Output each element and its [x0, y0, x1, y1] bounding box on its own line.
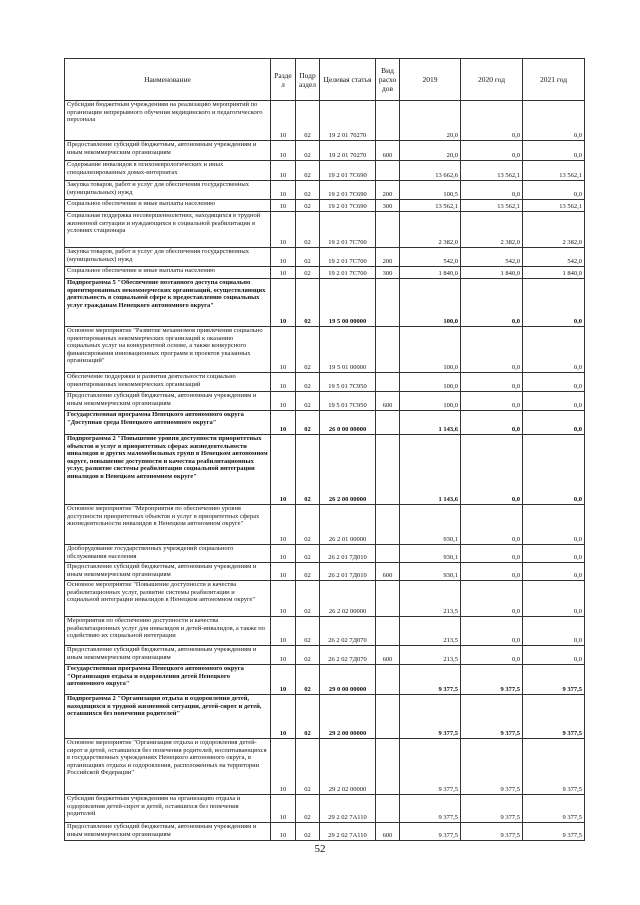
- row-value-2020: 13 562,1: [461, 161, 523, 181]
- row-subsection: 02: [296, 581, 320, 617]
- row-section: 10: [271, 101, 296, 141]
- row-value-2019: 9 377,5: [400, 795, 461, 823]
- row-expense-type: 600: [376, 646, 400, 665]
- row-section: 10: [271, 279, 296, 327]
- row-value-2020: 0,0: [461, 373, 523, 392]
- row-name: Дооборудование государственных учреждений социального обслуживания населения: [65, 545, 271, 563]
- table-header-row: [65, 59, 585, 101]
- row-value-2020: 0,0: [461, 101, 523, 141]
- row-name: Подпрограмма 2 "Повышение уровня доступности приоритетных объектов и услуг в приоритетных сферах жизнедеятельности инвалидов и других маломобильных групп в Ненецком автономном округе, повышение доступности и качества реабилитационных услуг, развитие системы реабилитации социальной интеграции инвалидов в Ненецком автономном округе": [65, 435, 271, 505]
- row-value-2019: 1 143,6: [400, 411, 461, 435]
- row-value-2021: 0,0: [523, 101, 585, 141]
- row-expense-type: [376, 695, 400, 739]
- row-target-article: 19 2 01 70270: [320, 101, 376, 141]
- row-name: Предоставление субсидий бюджетным, автономным учреждениям и иным некоммерческим организациям: [65, 646, 271, 665]
- row-value-2021: 2 382,0: [523, 212, 585, 248]
- row-name: Государственная программа Ненецкого автономного округа "Организация отдыха и оздоровления детей Ненецкого автономного округа": [65, 665, 271, 695]
- table-row: [65, 617, 585, 646]
- row-subsection: 02: [296, 545, 320, 563]
- row-expense-type: [376, 161, 400, 181]
- row-expense-type: 300: [376, 200, 400, 212]
- row-value-2019: 213,5: [400, 617, 461, 646]
- row-value-2019: 9 377,5: [400, 823, 461, 841]
- row-expense-type: [376, 373, 400, 392]
- row-target-article: 19 2 01 7С700: [320, 212, 376, 248]
- row-subsection: 02: [296, 200, 320, 212]
- row-value-2021: 542,0: [523, 248, 585, 267]
- row-value-2021: 0,0: [523, 435, 585, 505]
- row-value-2019: 1 840,0: [400, 267, 461, 279]
- row-target-article: 26 2 02 00000: [320, 581, 376, 617]
- budget-table: [64, 58, 585, 841]
- header-2020: 2020 год: [461, 59, 523, 101]
- row-value-2019: 213,5: [400, 646, 461, 665]
- row-value-2020: 0,0: [461, 646, 523, 665]
- table-row: [65, 505, 585, 545]
- row-value-2020: 2 382,0: [461, 212, 523, 248]
- table-row: [65, 212, 585, 248]
- row-expense-type: 600: [376, 141, 400, 161]
- table-body: [65, 101, 585, 841]
- table-row: [65, 181, 585, 200]
- row-target-article: 29 2 02 00000: [320, 739, 376, 795]
- row-section: 10: [271, 617, 296, 646]
- row-name: Мероприятия по обеспечению доступности и качества реабилитационных услуг для инвалидов и детей-инвалидов, а также по содействию их социальной интеграции: [65, 617, 271, 646]
- row-value-2019: 100,5: [400, 181, 461, 200]
- row-value-2020: 9 377,5: [461, 665, 523, 695]
- row-section: 10: [271, 411, 296, 435]
- row-subsection: 02: [296, 665, 320, 695]
- row-value-2021: 0,0: [523, 563, 585, 581]
- row-target-article: 26 0 00 00000: [320, 411, 376, 435]
- header-2019: 2019: [400, 59, 461, 101]
- row-value-2019: 9 377,5: [400, 695, 461, 739]
- table-row: [65, 267, 585, 279]
- row-name: Предоставление субсидий бюджетным, автономным учреждениям и иным некоммерческим организациям: [65, 563, 271, 581]
- row-section: 10: [271, 435, 296, 505]
- row-target-article: 26 2 00 00000: [320, 435, 376, 505]
- row-value-2021: 0,0: [523, 581, 585, 617]
- row-subsection: 02: [296, 161, 320, 181]
- row-name: Основное мероприятие "Повышение доступности и качества реабилитационных услуг, развитие системы реабилитации и социальной интеграции инвалидов в Ненецком автономном округе": [65, 581, 271, 617]
- row-value-2019: 100,0: [400, 327, 461, 373]
- row-section: 10: [271, 200, 296, 212]
- row-name: Предоставление субсидий бюджетным, автономным учреждениям и иным некоммерческим организациям: [65, 141, 271, 161]
- row-section: 10: [271, 795, 296, 823]
- table-row: [65, 795, 585, 823]
- row-name: Государственная программа Ненецкого автономного округа "Доступная среда Ненецкого автономного округа": [65, 411, 271, 435]
- table-row: [65, 695, 585, 739]
- row-target-article: 26 2 01 00000: [320, 505, 376, 545]
- row-value-2021: 13 562,1: [523, 161, 585, 181]
- row-value-2019: 930,1: [400, 563, 461, 581]
- row-expense-type: [376, 739, 400, 795]
- row-name: Субсидии бюджетным учреждениям на реализацию мероприятий по организации непрерывного обучения медицинского и педагогического персонала: [65, 101, 271, 141]
- row-target-article: 29 2 00 00000: [320, 695, 376, 739]
- row-value-2021: 0,0: [523, 141, 585, 161]
- row-expense-type: 600: [376, 823, 400, 841]
- row-value-2020: 0,0: [461, 545, 523, 563]
- row-section: 10: [271, 739, 296, 795]
- row-target-article: 19 2 01 7С690: [320, 181, 376, 200]
- row-expense-type: 200: [376, 181, 400, 200]
- row-expense-type: [376, 101, 400, 141]
- row-value-2019: 13 662,6: [400, 161, 461, 181]
- row-value-2019: 9 377,5: [400, 739, 461, 795]
- row-value-2020: 9 377,5: [461, 823, 523, 841]
- row-value-2020: 0,0: [461, 563, 523, 581]
- row-expense-type: [376, 795, 400, 823]
- row-section: 10: [271, 161, 296, 181]
- row-value-2021: 9 377,5: [523, 823, 585, 841]
- row-subsection: 02: [296, 141, 320, 161]
- row-value-2021: 1 840,0: [523, 267, 585, 279]
- header-target-article: Целевая статья: [320, 59, 376, 101]
- row-value-2021: 0,0: [523, 411, 585, 435]
- row-section: 10: [271, 823, 296, 841]
- row-name: Обеспечение поддержки и развития деятельности социально ориентированных некоммерческих организаций: [65, 373, 271, 392]
- row-value-2021: 0,0: [523, 545, 585, 563]
- row-value-2019: 20,0: [400, 101, 461, 141]
- row-section: 10: [271, 212, 296, 248]
- row-value-2019: 2 382,0: [400, 212, 461, 248]
- row-value-2020: 9 377,5: [461, 739, 523, 795]
- row-section: 10: [271, 267, 296, 279]
- row-subsection: 02: [296, 279, 320, 327]
- row-value-2019: 100,0: [400, 373, 461, 392]
- row-target-article: 19 2 01 7С690: [320, 161, 376, 181]
- row-expense-type: [376, 279, 400, 327]
- row-expense-type: 600: [376, 563, 400, 581]
- row-expense-type: 200: [376, 248, 400, 267]
- header-subsection: Подр аздел: [296, 59, 320, 101]
- row-target-article: 26 2 02 7Д070: [320, 617, 376, 646]
- table-row: [65, 665, 585, 695]
- row-name: Основное мероприятие "Развитие механизмов привлечения социально ориентированных некоммерческих организаций к оказанию социальных услуг на конкурентной основе, а также конкурсного финансирования инновационных программ и проектов указанных организаций": [65, 327, 271, 373]
- row-subsection: 02: [296, 327, 320, 373]
- row-subsection: 02: [296, 695, 320, 739]
- row-subsection: 02: [296, 212, 320, 248]
- row-expense-type: [376, 411, 400, 435]
- row-name: Основное мероприятие "Организация отдыха и оздоровления детей-сирот и детей, оставшихся без попечения родителей, воспитывающихся в государственных учреждениях Ненецкого автономного округа, в организациях отдыха и оздоровления, расположенных на территории Российской Федерации": [65, 739, 271, 795]
- table-row: [65, 327, 585, 373]
- row-value-2020: 1 840,0: [461, 267, 523, 279]
- row-name: Закупка товаров, работ и услуг для обеспечения государственных (муниципальных) нужд: [65, 248, 271, 267]
- row-expense-type: [376, 617, 400, 646]
- row-expense-type: [376, 545, 400, 563]
- table-row: [65, 279, 585, 327]
- header-expense-type: Вид расхо дов: [376, 59, 400, 101]
- row-name: Предоставление субсидий бюджетным, автономным учреждениям и иным некоммерческим организациям: [65, 392, 271, 411]
- row-target-article: 19 2 01 7С700: [320, 248, 376, 267]
- row-subsection: 02: [296, 563, 320, 581]
- row-value-2020: 0,0: [461, 392, 523, 411]
- row-subsection: 02: [296, 373, 320, 392]
- row-value-2021: 9 377,5: [523, 695, 585, 739]
- row-section: 10: [271, 373, 296, 392]
- row-expense-type: 300: [376, 267, 400, 279]
- row-target-article: 26 2 02 7Д070: [320, 646, 376, 665]
- row-value-2019: 20,0: [400, 141, 461, 161]
- row-expense-type: [376, 665, 400, 695]
- row-target-article: 29 0 00 00000: [320, 665, 376, 695]
- row-section: 10: [271, 665, 296, 695]
- row-expense-type: 600: [376, 392, 400, 411]
- header-2021: 2021 год: [523, 59, 585, 101]
- row-section: 10: [271, 392, 296, 411]
- row-value-2020: 9 377,5: [461, 695, 523, 739]
- page-number: 52: [314, 843, 326, 855]
- row-section: 10: [271, 563, 296, 581]
- row-expense-type: [376, 505, 400, 545]
- row-value-2020: 0,0: [461, 181, 523, 200]
- row-value-2021: 0,0: [523, 505, 585, 545]
- table-row: [65, 563, 585, 581]
- row-value-2021: 9 377,5: [523, 739, 585, 795]
- row-value-2019: 100,0: [400, 392, 461, 411]
- row-subsection: 02: [296, 795, 320, 823]
- row-section: 10: [271, 505, 296, 545]
- table-row: [65, 200, 585, 212]
- row-subsection: 02: [296, 248, 320, 267]
- row-value-2021: 0,0: [523, 617, 585, 646]
- row-section: 10: [271, 646, 296, 665]
- row-name: Социальное обеспечение и иные выплаты населению: [65, 267, 271, 279]
- table-row: [65, 435, 585, 505]
- row-section: 10: [271, 248, 296, 267]
- row-target-article: 29 2 02 7А110: [320, 823, 376, 841]
- row-name: Основное мероприятие "Мероприятия по обеспечению уровня доступности приоритетных объектов и услуг в приоритетных сферах жизнедеятельности инвалидов в Ненецком автономном округе": [65, 505, 271, 545]
- row-section: 10: [271, 141, 296, 161]
- row-value-2021: 0,0: [523, 373, 585, 392]
- row-subsection: 02: [296, 392, 320, 411]
- row-subsection: 02: [296, 435, 320, 505]
- table-row: [65, 581, 585, 617]
- row-expense-type: [376, 212, 400, 248]
- row-section: 10: [271, 545, 296, 563]
- row-target-article: 19 5 01 7С950: [320, 373, 376, 392]
- row-subsection: 02: [296, 739, 320, 795]
- row-value-2020: 0,0: [461, 505, 523, 545]
- row-subsection: 02: [296, 181, 320, 200]
- row-target-article: 19 2 01 7С700: [320, 267, 376, 279]
- row-target-article: 19 5 00 00000: [320, 279, 376, 327]
- row-name: Подпрограмма 2 "Организация отдыха и оздоровления детей, находящихся в трудной жизненной ситуации, детей-сирот и детей, оставшихся без попечения родителей": [65, 695, 271, 739]
- row-subsection: 02: [296, 823, 320, 841]
- row-target-article: 19 5 01 7С950: [320, 392, 376, 411]
- row-value-2020: 13 562,1: [461, 200, 523, 212]
- row-target-article: 19 2 01 70270: [320, 141, 376, 161]
- row-value-2019: 1 143,6: [400, 435, 461, 505]
- row-value-2020: 0,0: [461, 327, 523, 373]
- table-row: [65, 646, 585, 665]
- row-value-2019: 100,0: [400, 279, 461, 327]
- row-value-2019: 9 377,5: [400, 665, 461, 695]
- table-row: [65, 373, 585, 392]
- row-value-2019: 13 562,1: [400, 200, 461, 212]
- row-target-article: 19 5 01 00000: [320, 327, 376, 373]
- row-value-2021: 0,0: [523, 392, 585, 411]
- row-value-2020: 542,0: [461, 248, 523, 267]
- row-section: 10: [271, 581, 296, 617]
- row-value-2021: 0,0: [523, 646, 585, 665]
- row-expense-type: [376, 327, 400, 373]
- table-row: [65, 739, 585, 795]
- row-value-2020: 0,0: [461, 435, 523, 505]
- row-value-2020: 0,0: [461, 411, 523, 435]
- table-row: [65, 392, 585, 411]
- row-expense-type: [376, 581, 400, 617]
- row-name: Подпрограмма 5 "Обеспечение поэтапного доступа социально ориентированных некоммерческих организаций, осуществляющих деятельность в социальной сфере к предоставлению социальных услуг гражданам Ненецкого автономного округа": [65, 279, 271, 327]
- row-value-2021: 0,0: [523, 327, 585, 373]
- row-value-2020: 0,0: [461, 141, 523, 161]
- row-value-2020: 0,0: [461, 581, 523, 617]
- row-value-2019: 542,0: [400, 248, 461, 267]
- row-subsection: 02: [296, 101, 320, 141]
- row-value-2021: 0,0: [523, 181, 585, 200]
- row-value-2020: 0,0: [461, 279, 523, 327]
- row-value-2020: 9 377,5: [461, 795, 523, 823]
- table-row: [65, 823, 585, 841]
- table-row: [65, 248, 585, 267]
- row-target-article: 29 2 02 7А110: [320, 795, 376, 823]
- row-value-2020: 0,0: [461, 617, 523, 646]
- row-target-article: 26 2 01 7Д010: [320, 563, 376, 581]
- row-target-article: 26 2 01 7Д010: [320, 545, 376, 563]
- row-subsection: 02: [296, 505, 320, 545]
- row-name: Социальное обеспечение и иные выплаты населению: [65, 200, 271, 212]
- header-section: Разде л: [271, 59, 296, 101]
- row-section: 10: [271, 327, 296, 373]
- row-value-2019: 930,1: [400, 545, 461, 563]
- row-subsection: 02: [296, 646, 320, 665]
- table-row: [65, 101, 585, 141]
- row-section: 10: [271, 695, 296, 739]
- row-target-article: 19 2 01 7С690: [320, 200, 376, 212]
- row-value-2021: 9 377,5: [523, 665, 585, 695]
- table-row: [65, 545, 585, 563]
- row-name: Содержание инвалидов в психоневрологических и иных специализированных домах-интернатах: [65, 161, 271, 181]
- row-name: Закупка товаров, работ и услуг для обеспечения государственных (муниципальных) нужд: [65, 181, 271, 200]
- row-expense-type: [376, 435, 400, 505]
- table-row: [65, 411, 585, 435]
- row-value-2021: 13 562,1: [523, 200, 585, 212]
- row-value-2019: 213,5: [400, 581, 461, 617]
- row-subsection: 02: [296, 617, 320, 646]
- row-value-2019: 930,1: [400, 505, 461, 545]
- table-row: [65, 141, 585, 161]
- row-subsection: 02: [296, 411, 320, 435]
- row-value-2021: 9 377,5: [523, 795, 585, 823]
- row-name: Предоставление субсидий бюджетным, автономным учреждениям и иным некоммерческим организациям: [65, 823, 271, 841]
- row-name: Социальная поддержка несовершеннолетних, находящихся в трудной жизненной ситуации и нуждающихся в социальной реабилитации в условиях стационара: [65, 212, 271, 248]
- table-row: [65, 161, 585, 181]
- row-subsection: 02: [296, 267, 320, 279]
- header-name: Наименование: [65, 59, 271, 101]
- row-value-2021: 0,0: [523, 279, 585, 327]
- row-section: 10: [271, 181, 296, 200]
- row-name: Субсидии бюджетным учреждениям на организацию отдыха и оздоровления детей-сирот и детей, оставшихся без попечения родителей: [65, 795, 271, 823]
